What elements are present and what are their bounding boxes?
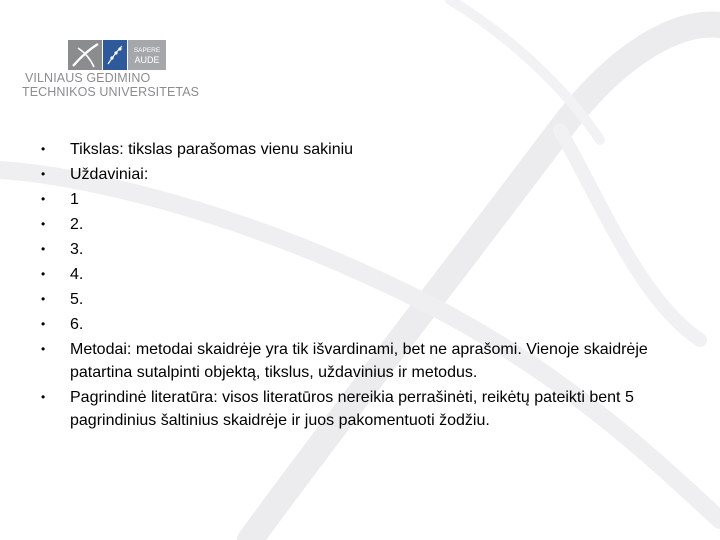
bullet-text: Metodai: metodai skaidrėje yra tik išvardinami, bet ne aprašomi. Vienoje skaidrėje patartina sutalpinti objektą, tikslus, uždavinius ir metodus.: [70, 341, 648, 381]
logo-badge-line1: SAPERE: [133, 47, 161, 54]
bullet-text: 3.: [70, 241, 84, 258]
logo-emblem-icon: [68, 40, 176, 72]
bullet-icon: •: [41, 142, 46, 156]
bullet-text: 1: [70, 191, 79, 208]
bullet-item-task-5: [40, 288, 680, 313]
bullet-icon: •: [41, 217, 46, 231]
slide-bullet-list: [40, 138, 680, 434]
bullet-item-task-6: [40, 313, 680, 338]
bullet-item-task-2: [40, 213, 680, 238]
bullet-item-task-3: [40, 238, 680, 263]
bullet-text: Pagrindinė literatūra: visos literatūros nereikia perrašinėti, reikėtų pateikti bent 5 pagrindinius šaltinius skaidrėje ir juos pakomentuoti žodžiu.: [70, 389, 634, 429]
bullet-icon: •: [41, 167, 46, 181]
bullet-item-task-1: [40, 188, 680, 213]
bullet-icon: •: [41, 317, 46, 331]
logo-badge-line2: AUDE: [134, 55, 160, 65]
bullet-item-methods: [40, 338, 680, 384]
bullet-icon: •: [41, 192, 46, 206]
bullet-text: 6.: [70, 316, 84, 333]
university-name-line1: VILNIAUS GEDIMINO: [25, 71, 151, 85]
bullet-icon: •: [41, 267, 46, 281]
university-logo: [22, 40, 212, 102]
bullet-text: 2.: [70, 216, 84, 233]
bullet-text: Uždaviniai:: [70, 166, 149, 183]
bullet-text: 5.: [70, 291, 84, 308]
bullet-icon: •: [41, 390, 46, 404]
bullet-item-task-4: [40, 263, 680, 288]
bullet-icon: •: [41, 242, 46, 256]
university-name-line2: TECHNIKOS UNIVERSITETAS: [22, 85, 200, 99]
bullet-text: 4.: [70, 266, 84, 283]
bullet-item-tasks: [40, 163, 680, 188]
bullet-text: Tikslas: tikslas parašomas vienu sakiniu: [70, 141, 354, 158]
bullet-item-goal: [40, 138, 680, 163]
bullet-item-literature: [40, 386, 680, 432]
bullet-icon: •: [41, 342, 46, 356]
bullet-icon: •: [41, 292, 46, 306]
